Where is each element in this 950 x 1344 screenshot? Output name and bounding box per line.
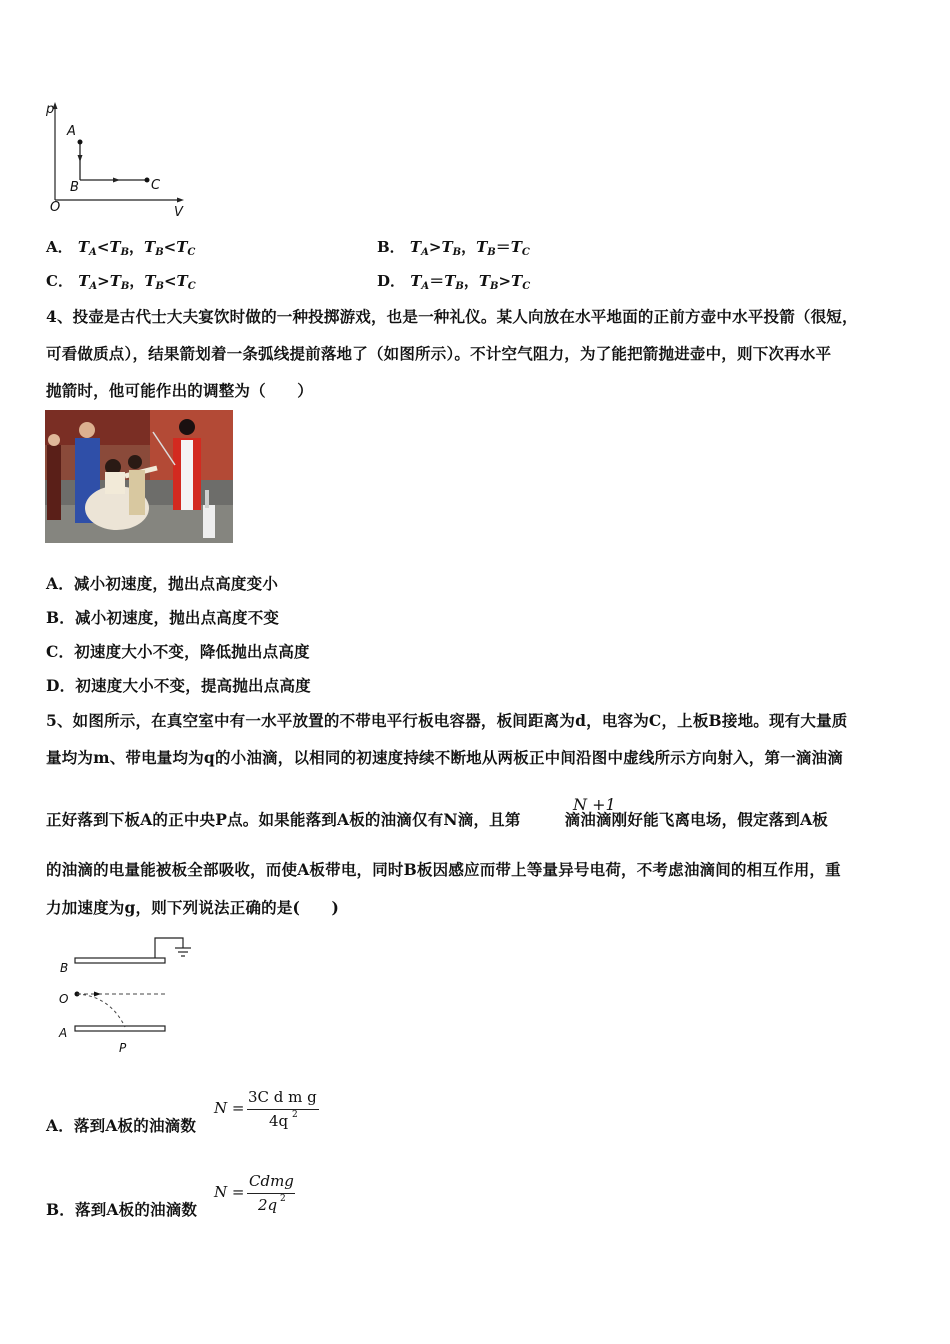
trajectory [77,994,125,1027]
label-b: B [70,180,79,195]
formula-b-bar [247,1193,295,1194]
q5-line-3-part-a: 正好落到下板A的正中央P点。如果能落到A板的油滴仅有N滴，且第 [46,810,521,829]
plate-a [75,1026,165,1031]
q5-option-a[interactable]: A．落到A板的油滴数 [46,1116,197,1135]
formula-a-denominator: 4q [269,1112,289,1130]
formula-a-numerator: 3C d m g [248,1088,317,1106]
q3-option-b[interactable]: B． $T_A>T_B$，$T_B=T_C$ [377,238,530,258]
point-a [78,140,83,145]
label-c: C [151,178,161,193]
label-p: P [119,1041,127,1055]
q3-option-c-letter: C． [46,272,73,290]
label-plate-b: B [60,961,69,975]
label-o: O [50,200,61,215]
touhu-photo [45,410,233,543]
q3-option-d-letter: D． [377,272,406,290]
capacitor-diagram [55,934,205,1059]
capacitor-diagram-svg [55,934,205,1059]
q5-line-2: 量均为m、带电量均为q的小油滴，以相同的初速度持续不断地从两板正中间沿图中虚线所示方向射入，第一滴油滴 [46,748,843,767]
q4-option-d[interactable]: D．初速度大小不变，提高抛出点高度 [46,676,311,695]
v-axis-arrow [177,198,184,203]
q3-option-a-letter: A． [46,238,73,256]
q5-line-5: 力加速度为g，则下列说法正确的是( ) [46,898,340,917]
q3-option-a[interactable]: A． $T_A<T_B$，$T_B<T_C$ [46,238,196,258]
formula-a-bar [247,1109,319,1110]
n-plus-1-formula: N +1 [573,795,616,814]
label-v: V [174,205,183,220]
q5-option-b[interactable]: B．落到A板的油滴数 [46,1200,198,1219]
label-a: A [67,124,76,139]
pv-graph [40,100,190,225]
q5-line-4: 的油滴的电量能被板全部吸收，而使A板带电，同时B板因感应而带上等量异号电荷，不考虑油滴间的相互作用，重 [46,860,841,879]
formula-b-exponent: 2 [280,1194,286,1204]
q5-line-3-part-b: 滴油滴刚好能飞离电场，假定落到A板 [564,810,829,829]
q4-option-c[interactable]: C．初速度大小不变，降低抛出点高度 [46,642,310,661]
q5-line-1: 5、如图所示，在真空室中有一水平放置的不带电平行板电容器，板间距离为d，电容为C，上板B接地。现有大量质 [46,711,848,730]
q4-option-a[interactable]: A．减小初速度，抛出点高度变小 [46,574,279,593]
label-o: O [59,992,69,1006]
q3-option-d[interactable]: D． $T_A=T_B$，$T_B>T_C$ [377,272,531,292]
label-p: p [46,102,55,117]
point-c [145,178,150,183]
formula-b-numerator: Cdmg [249,1172,294,1190]
formula-b-denominator: 2q [258,1196,278,1214]
q4-line-2: 可看做质点），结果箭划着一条弧线提前落地了（如图所示）。不计空气阻力，为了能把箭抛进壶中，则下次再水平 [46,344,832,363]
pv-graph-svg [40,100,190,225]
path-bc-arrow [113,178,120,183]
label-plate-a: A [59,1026,68,1040]
q4-line-3: 抛箭时，他可能作出的调整为（ ） [46,381,313,400]
formula-b-lhs: N = [214,1183,245,1201]
path-ab-arrow [78,155,83,162]
q3-option-c[interactable]: C． $T_A>T_B$，$T_B<T_C$ [46,272,196,292]
plate-b [75,958,165,963]
q5-option-a-formula [214,1088,324,1138]
q5-option-b-formula [214,1172,314,1222]
q3-option-b-letter: B． [377,238,405,256]
formula-a-lhs: N = [214,1099,245,1117]
q4-option-b[interactable]: B．减小初速度，抛出点高度不变 [46,608,280,627]
formula-a-exponent: 2 [292,1110,298,1120]
q5-line-3 [46,808,828,830]
q4-line-1: 4、投壶是古代士大夫宴饮时做的一种投掷游戏，也是一种礼仪。某人向放在水平地面的正前方壶中水平投箭（很短， [46,307,858,326]
touhu-photo-svg [45,410,233,543]
